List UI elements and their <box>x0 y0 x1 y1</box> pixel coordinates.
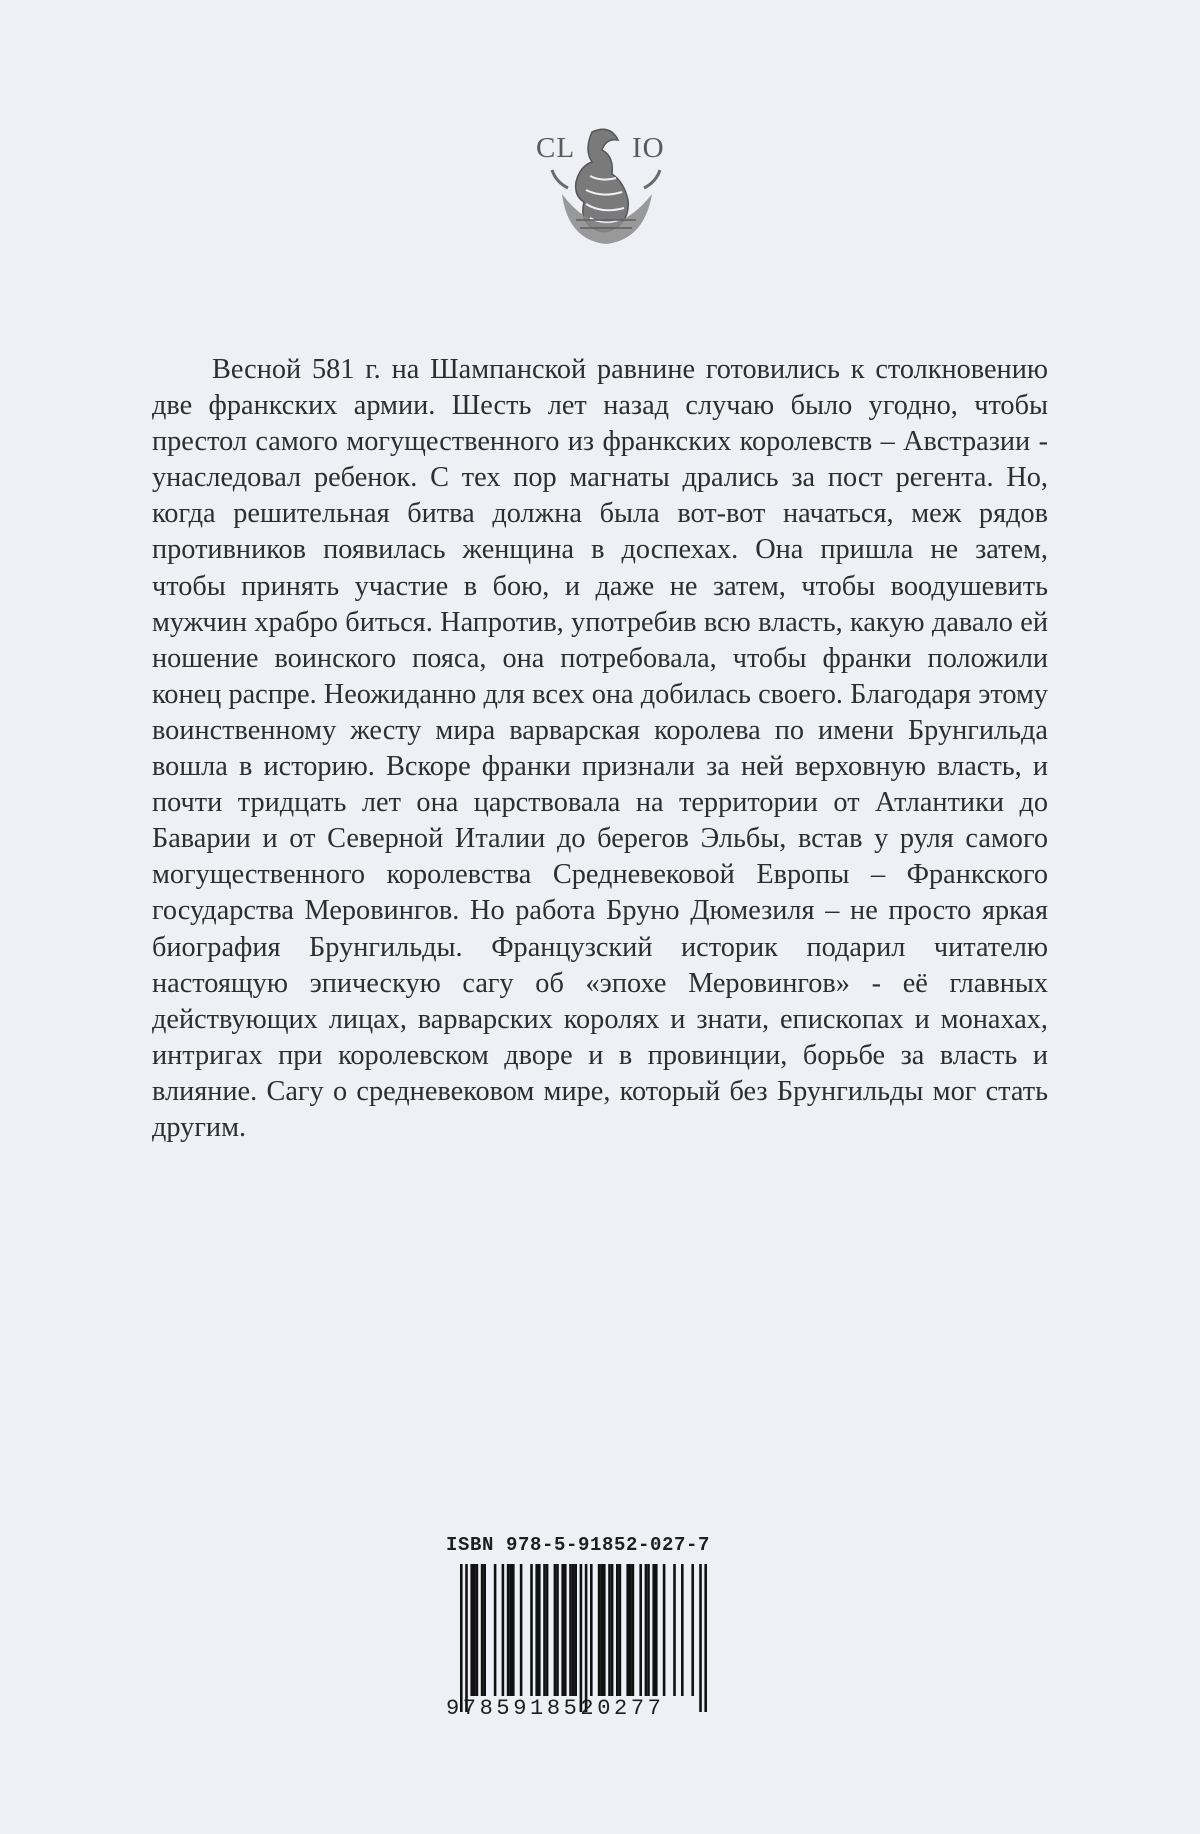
barcode-bar <box>652 1564 655 1696</box>
barcode-bar <box>561 1564 564 1696</box>
isbn-label: ISBN 978-5-91852-027-7 <box>446 1534 711 1556</box>
barcode-bar <box>639 1564 642 1696</box>
barcode-bar <box>465 1564 468 1712</box>
barcode-bar <box>481 1564 484 1696</box>
barcode-bar <box>629 1564 632 1696</box>
barcode-icon <box>446 1564 736 1714</box>
barcode-bar <box>600 1564 603 1696</box>
barcode-bar <box>681 1564 684 1696</box>
barcode-bar <box>530 1564 533 1696</box>
barcode-bar <box>632 1564 635 1696</box>
barcode-bar <box>655 1564 658 1696</box>
barcode-bar <box>619 1564 622 1696</box>
barcode-bar <box>520 1564 523 1696</box>
barcode-bar <box>538 1564 541 1696</box>
barcode-bar <box>473 1564 476 1696</box>
barcode-bar <box>616 1564 619 1696</box>
barcode-bar <box>704 1564 707 1712</box>
barcode-block <box>446 1534 736 1724</box>
barcode-digits: 9785918520277 <box>446 1696 665 1721</box>
publisher-logo <box>532 122 682 252</box>
barcode-bar <box>572 1564 575 1696</box>
barcode-bar <box>626 1564 629 1696</box>
barcode-bar <box>564 1564 567 1696</box>
barcode-bar <box>512 1564 515 1696</box>
barcode-bar <box>603 1564 606 1696</box>
barcode-bar <box>590 1564 593 1696</box>
barcode-bar <box>598 1564 601 1696</box>
barcode-bar <box>647 1564 650 1696</box>
barcode-bar <box>502 1564 505 1696</box>
barcode-bar <box>574 1564 577 1696</box>
barcode-bar <box>556 1564 559 1696</box>
logo-right-text: IO <box>632 132 665 164</box>
barcode-bar <box>585 1564 588 1712</box>
barcode-bar <box>645 1564 648 1696</box>
barcode-bar <box>569 1564 572 1696</box>
barcode-bar <box>580 1564 583 1712</box>
barcode-bar <box>611 1564 614 1696</box>
barcode-bar <box>483 1564 486 1696</box>
barcode-bar <box>470 1564 473 1696</box>
book-annotation: Весной 581 г. на Шампанской равнине готовились к столкновению две франкских армии. Шесть лет назад случаю было угодно, чтобы престол самого могущественного из франкских королевств – Австразии - унаследовал ребенок. С тех пор магнаты дрались за пост регента. Но, когда решительная битва должна была вот-вот начаться, меж рядов противников появилась женщина в доспехах. Она пришла не затем, чтобы принять участие в бою, и даже не затем, чтобы воодушевить мужчин храбро биться. Напротив, употребив всю власть, какую давало ей ношение воинского пояса, она потребовала, чтобы франки положили конец распре. Неожиданно для всех она добилась своего. Благодаря этому воинственному жесту мира варварская королева по имени Брунгильда вошла в историю. Вскоре франки признали за ней верховную власть, и почти тридцать лет она царствовала на территории от Атлантики до Баварии и от Северной Италии до берегов Эльбы, встав у руля самого могущественного королевства Средневековой Европы – Франкского государства Меровингов. Но работа Бруно Дюмезиля – не просто яркая биография Брунгильды. Французский историк подарил читателю настоящую эпическую сагу об «эпохе Меровингов» - её главных действующих лицах, варварских королях и знати, епископах и монахах, интригах при королевском дворе и в провинции, борьбе за власть и влияние. Сагу о средневековом мире, который без Брунгильды мог стать другим. <box>152 354 1048 1143</box>
barcode-bar <box>663 1564 666 1696</box>
barcode-bar <box>476 1564 479 1696</box>
barcode-bar <box>546 1564 549 1696</box>
barcode-bar <box>691 1564 694 1696</box>
barcode-bar <box>673 1564 676 1696</box>
barcode-bar <box>460 1564 463 1712</box>
barcode-bar <box>608 1564 611 1696</box>
barcode-bar <box>535 1564 538 1696</box>
barcode-bar <box>494 1564 497 1696</box>
barcode-bar <box>507 1564 510 1696</box>
barcode-bar <box>509 1564 512 1696</box>
barcode-bar <box>699 1564 702 1712</box>
barcode-bar <box>543 1564 546 1696</box>
barcode-bar <box>554 1564 557 1696</box>
logo-left-text: CL <box>536 132 576 164</box>
